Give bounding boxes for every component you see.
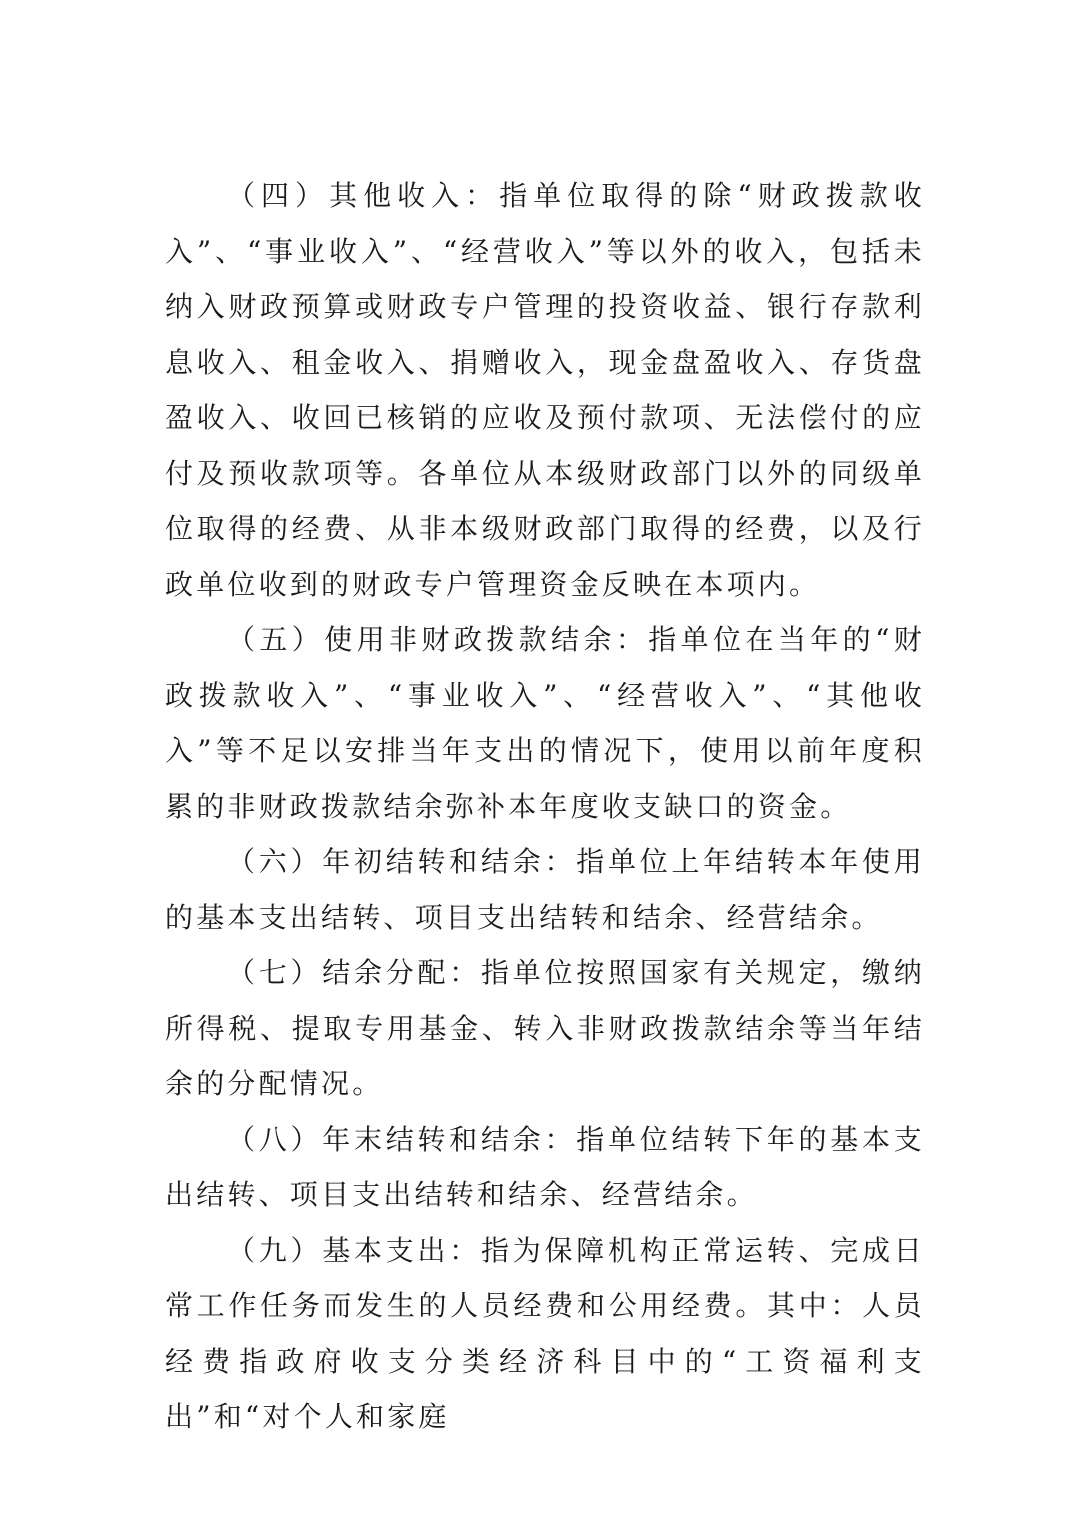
paragraph-surplus-distribution: （七）结余分配：指单位按照国家有关规定，缴纳所得税、提取专用基金、转入非财政拨款结余等当年结余的分配情况。 [165, 956, 925, 1100]
paragraph-non-fiscal-surplus: （五）使用非财政拨款结余：指单位在当年的“财政拨款收入”、“事业收入”、“经营收入”、“其他收入”等不足以安排当年支出的情况下，使用以前年度积累的非财政拨款结余弥补本年度收支缺口的资金。 [165, 623, 925, 823]
paragraph-closing-carryover: （八）年末结转和结余：指单位结转下年的基本支出结转、项目支出结转和结余、经营结余。 [165, 1122, 925, 1211]
paragraph-opening-carryover: （六）年初结转和结余：指单位上年结转本年使用的基本支出结转、项目支出结转和结余、经营结余。 [165, 845, 925, 934]
document-body [165, 168, 925, 1445]
paragraph-other-income: （四）其他收入：指单位取得的除“财政拨款收入”、“事业收入”、“经营收入”等以外的收入，包括未纳入财政预算或财政专户管理的投资收益、银行存款利息收入、租金收入、捐赠收入，现金盘盈收入、存货盘盈收入、收回已核销的应收及预付款项、无法偿付的应付及预收款项等。各单位从本级财政部门以外的同级单位取得的经费、从非本级财政部门取得的经费，以及行政单位收到的财政专户管理资金反映在本项内。 [165, 179, 925, 601]
paragraph-basic-expenditure: （九）基本支出：指为保障机构正常运转、完成日常工作任务而发生的人员经费和公用经费。其中：人员经费指政府收支分类经济科目中的“工资福利支出”和“对个人和家庭 [165, 1233, 925, 1433]
